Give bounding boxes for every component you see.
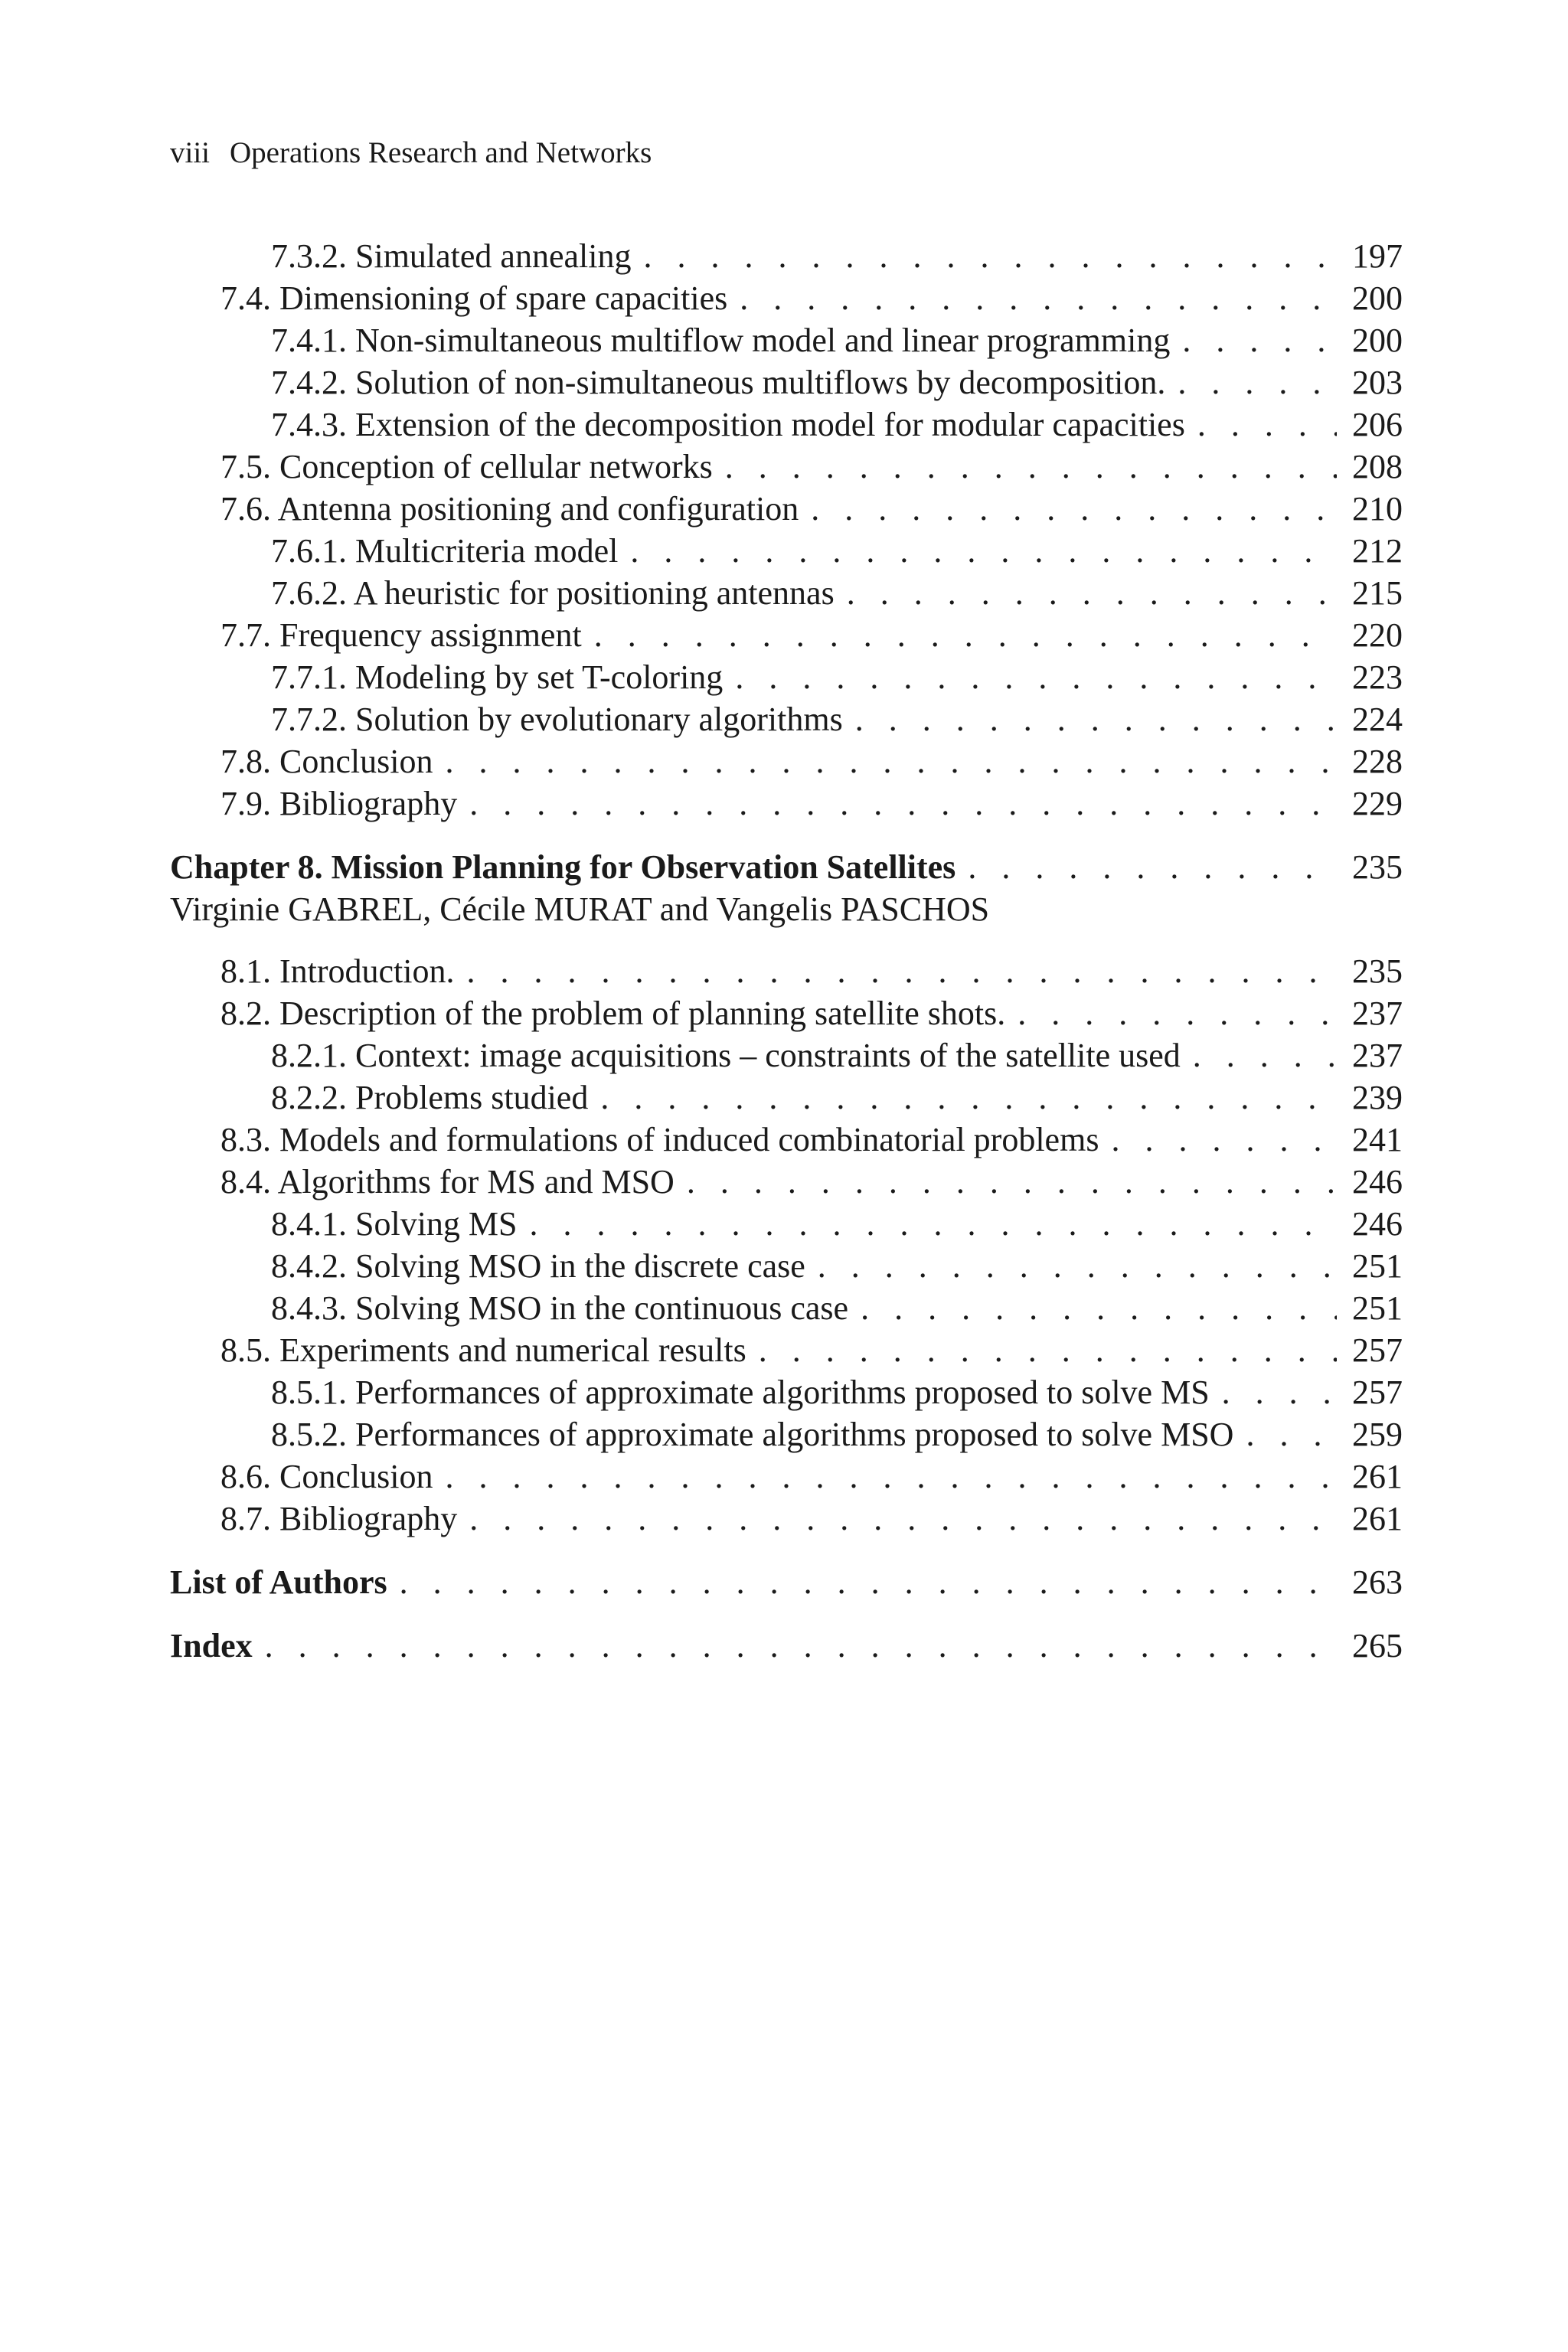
toc-list-of-authors: [170, 1561, 1403, 1603]
toc-entry-title: 8.2. Description of the problem of planning satellite shots.: [220, 995, 1006, 1032]
toc-entry-title: 7.6.2. A heuristic for positioning antennas: [271, 574, 835, 612]
toc-page-number: 212: [1337, 530, 1403, 572]
dot-leader: [808, 488, 1337, 530]
dot-leader: [1014, 992, 1337, 1034]
toc-entry-7-6-2: [170, 572, 1403, 614]
chapter-authors: Virginie GABREL, Cécile MURAT and Vangelis PASCHOS: [170, 890, 990, 928]
dot-leader: [722, 446, 1337, 488]
toc-entry-title: 8.2.2. Problems studied: [271, 1079, 589, 1116]
dot-leader: [464, 950, 1337, 992]
dot-leader: [597, 1076, 1337, 1119]
toc-entry-title: 8.2.1. Context: image acquisitions – constraints of the satellite used: [271, 1037, 1181, 1074]
toc-page-number: 237: [1337, 1034, 1403, 1076]
toc-chapter-8: [170, 846, 1403, 888]
toc-index: [170, 1625, 1403, 1667]
toc-page-number: 237: [1337, 992, 1403, 1034]
toc-entry-title: Index: [170, 1627, 253, 1664]
toc-entry-title: 8.6. Conclusion: [220, 1458, 433, 1495]
toc-entry-title: 7.4.2. Solution of non-simultaneous multiflows by decomposition.: [271, 364, 1166, 401]
dot-leader: [442, 740, 1337, 782]
toc-page-number: 251: [1337, 1287, 1403, 1329]
toc-entry-title: 7.3.2. Simulated annealing: [271, 237, 632, 275]
toc-page-number: 197: [1337, 235, 1403, 277]
toc-entry-8-1: [170, 950, 1403, 992]
toc-entry-7-4-1: [170, 319, 1403, 361]
toc-page-number: 257: [1337, 1371, 1403, 1413]
toc-entry-title: List of Authors: [170, 1563, 387, 1601]
toc-entry-title: 7.8. Conclusion: [220, 743, 433, 780]
dot-leader: [1179, 319, 1337, 361]
dot-leader: [527, 1203, 1337, 1245]
dot-leader: [466, 1498, 1337, 1540]
toc-entry-title: 8.7. Bibliography: [220, 1500, 458, 1537]
dot-leader: [466, 782, 1337, 825]
toc-page-number: 210: [1337, 488, 1403, 530]
dot-leader: [1219, 1371, 1337, 1413]
dot-leader: [442, 1455, 1337, 1498]
dot-leader: [732, 656, 1337, 698]
toc-page-number: 220: [1337, 614, 1403, 656]
toc-entry-title: 7.7.1. Modeling by set T-coloring: [271, 658, 724, 696]
table-of-contents: [170, 235, 1403, 1667]
toc-page-number: 206: [1337, 403, 1403, 446]
dot-leader: [852, 698, 1337, 740]
toc-entry-7-7-1: [170, 656, 1403, 698]
toc-page-number: 263: [1337, 1561, 1403, 1603]
toc-entry-8-5-1: [170, 1371, 1403, 1413]
toc-entry-7-6-1: [170, 530, 1403, 572]
toc-page-number: 241: [1337, 1119, 1403, 1161]
toc-entry-7-9: [170, 782, 1403, 825]
toc-entry-title: 7.9. Bibliography: [220, 785, 458, 822]
toc-page-number: 259: [1337, 1413, 1403, 1455]
toc-page-number: 229: [1337, 782, 1403, 825]
dot-leader: [1190, 1034, 1337, 1076]
toc-page-number: 215: [1337, 572, 1403, 614]
toc-page-number: 246: [1337, 1203, 1403, 1245]
chapter-title: Chapter 8. Mission Planning for Observation Satellites: [170, 848, 956, 886]
toc-page-number: 235: [1337, 846, 1403, 888]
dot-leader: [1194, 403, 1337, 446]
toc-entry-title: 7.4. Dimensioning of spare capacities: [220, 279, 728, 317]
toc-entry-8-4-2: [170, 1245, 1403, 1287]
toc-entry-7-6: [170, 488, 1403, 530]
dot-leader: [844, 572, 1337, 614]
toc-entry-7-7: [170, 614, 1403, 656]
dot-leader: [858, 1287, 1337, 1329]
toc-entry-7-4-3: [170, 403, 1403, 446]
dot-leader: [965, 846, 1337, 888]
toc-page-number: 239: [1337, 1076, 1403, 1119]
dot-leader: [262, 1625, 1337, 1667]
toc-entry-7-5: [170, 446, 1403, 488]
toc-page-number: 228: [1337, 740, 1403, 782]
dot-leader: [591, 614, 1337, 656]
toc-page-number: 235: [1337, 950, 1403, 992]
dot-leader: [1108, 1119, 1337, 1161]
toc-entry-title: 8.1. Introduction.: [220, 952, 455, 990]
dot-leader: [815, 1245, 1337, 1287]
toc-entry-7-7-2: [170, 698, 1403, 740]
toc-entry-7-3-2: [170, 235, 1403, 277]
toc-entry-title: 8.4.3. Solving MSO in the continuous case: [271, 1289, 849, 1327]
toc-entry-title: 7.4.1. Non-simultaneous multiflow model and linear programming: [271, 322, 1171, 359]
toc-page-number: 203: [1337, 361, 1403, 403]
toc-entry-title: 8.4.1. Solving MS: [271, 1205, 518, 1243]
dot-leader: [627, 530, 1337, 572]
toc-entry-title: 8.5.1. Performances of approximate algorithms proposed to solve MS: [271, 1374, 1210, 1411]
toc-entry-8-5-2: [170, 1413, 1403, 1455]
toc-entry-title: 8.5.2. Performances of approximate algorithms proposed to solve MSO: [271, 1416, 1234, 1453]
toc-page-number: 208: [1337, 446, 1403, 488]
toc-page-number: 257: [1337, 1329, 1403, 1371]
toc-page-number: 261: [1337, 1498, 1403, 1540]
toc-entry-8-6: [170, 1455, 1403, 1498]
dot-leader: [1174, 361, 1337, 403]
toc-entry-7-4: [170, 277, 1403, 319]
toc-entry-title: 7.5. Conception of cellular networks: [220, 448, 713, 485]
toc-page-number: 223: [1337, 656, 1403, 698]
toc-entry-title: 8.5. Experiments and numerical results: [220, 1331, 746, 1369]
dot-leader: [397, 1561, 1337, 1603]
dot-leader: [684, 1161, 1337, 1203]
toc-entry-8-3: [170, 1119, 1403, 1161]
toc-entry-8-4-1: [170, 1203, 1403, 1245]
running-header: [170, 132, 652, 175]
toc-entry-title: 7.4.3. Extension of the decomposition model for modular capacities: [271, 406, 1185, 443]
toc-entry-title: 8.4. Algorithms for MS and MSO: [220, 1163, 675, 1200]
toc-entry-title: 7.7.2. Solution by evolutionary algorithms: [271, 701, 843, 738]
toc-entry-8-4-3: [170, 1287, 1403, 1329]
dot-leader: [737, 277, 1337, 319]
toc-entry-8-4: [170, 1161, 1403, 1203]
toc-page-number: 251: [1337, 1245, 1403, 1287]
dot-leader: [1243, 1413, 1337, 1455]
toc-entry-title: 7.7. Frequency assignment: [220, 616, 582, 654]
toc-page-number: 200: [1337, 277, 1403, 319]
toc-page-number: 200: [1337, 319, 1403, 361]
page-number: viii: [170, 136, 211, 169]
toc-entry-8-2-2: [170, 1076, 1403, 1119]
toc-entry-title: 7.6.1. Multicriteria model: [271, 532, 619, 570]
book-title: Operations Research and Networks: [230, 136, 652, 169]
toc-entry-title: 8.4.2. Solving MSO in the discrete case: [271, 1247, 805, 1285]
toc-page-number: 265: [1337, 1625, 1403, 1667]
toc-entry-7-8: [170, 740, 1403, 782]
toc-page-number: 261: [1337, 1455, 1403, 1498]
toc-page-number: 246: [1337, 1161, 1403, 1203]
toc-entry-title: 7.6. Antenna positioning and configuration: [220, 490, 799, 528]
toc-entry-8-5: [170, 1329, 1403, 1371]
dot-leader: [756, 1329, 1337, 1371]
toc-entry-8-2: [170, 992, 1403, 1034]
toc-page-number: 224: [1337, 698, 1403, 740]
toc-entry-8-7: [170, 1498, 1403, 1540]
toc-entry-7-4-2: [170, 361, 1403, 403]
dot-leader: [640, 235, 1337, 277]
toc-entry-title: 8.3. Models and formulations of induced combinatorial problems: [220, 1121, 1099, 1158]
toc-entry-8-2-1: [170, 1034, 1403, 1076]
